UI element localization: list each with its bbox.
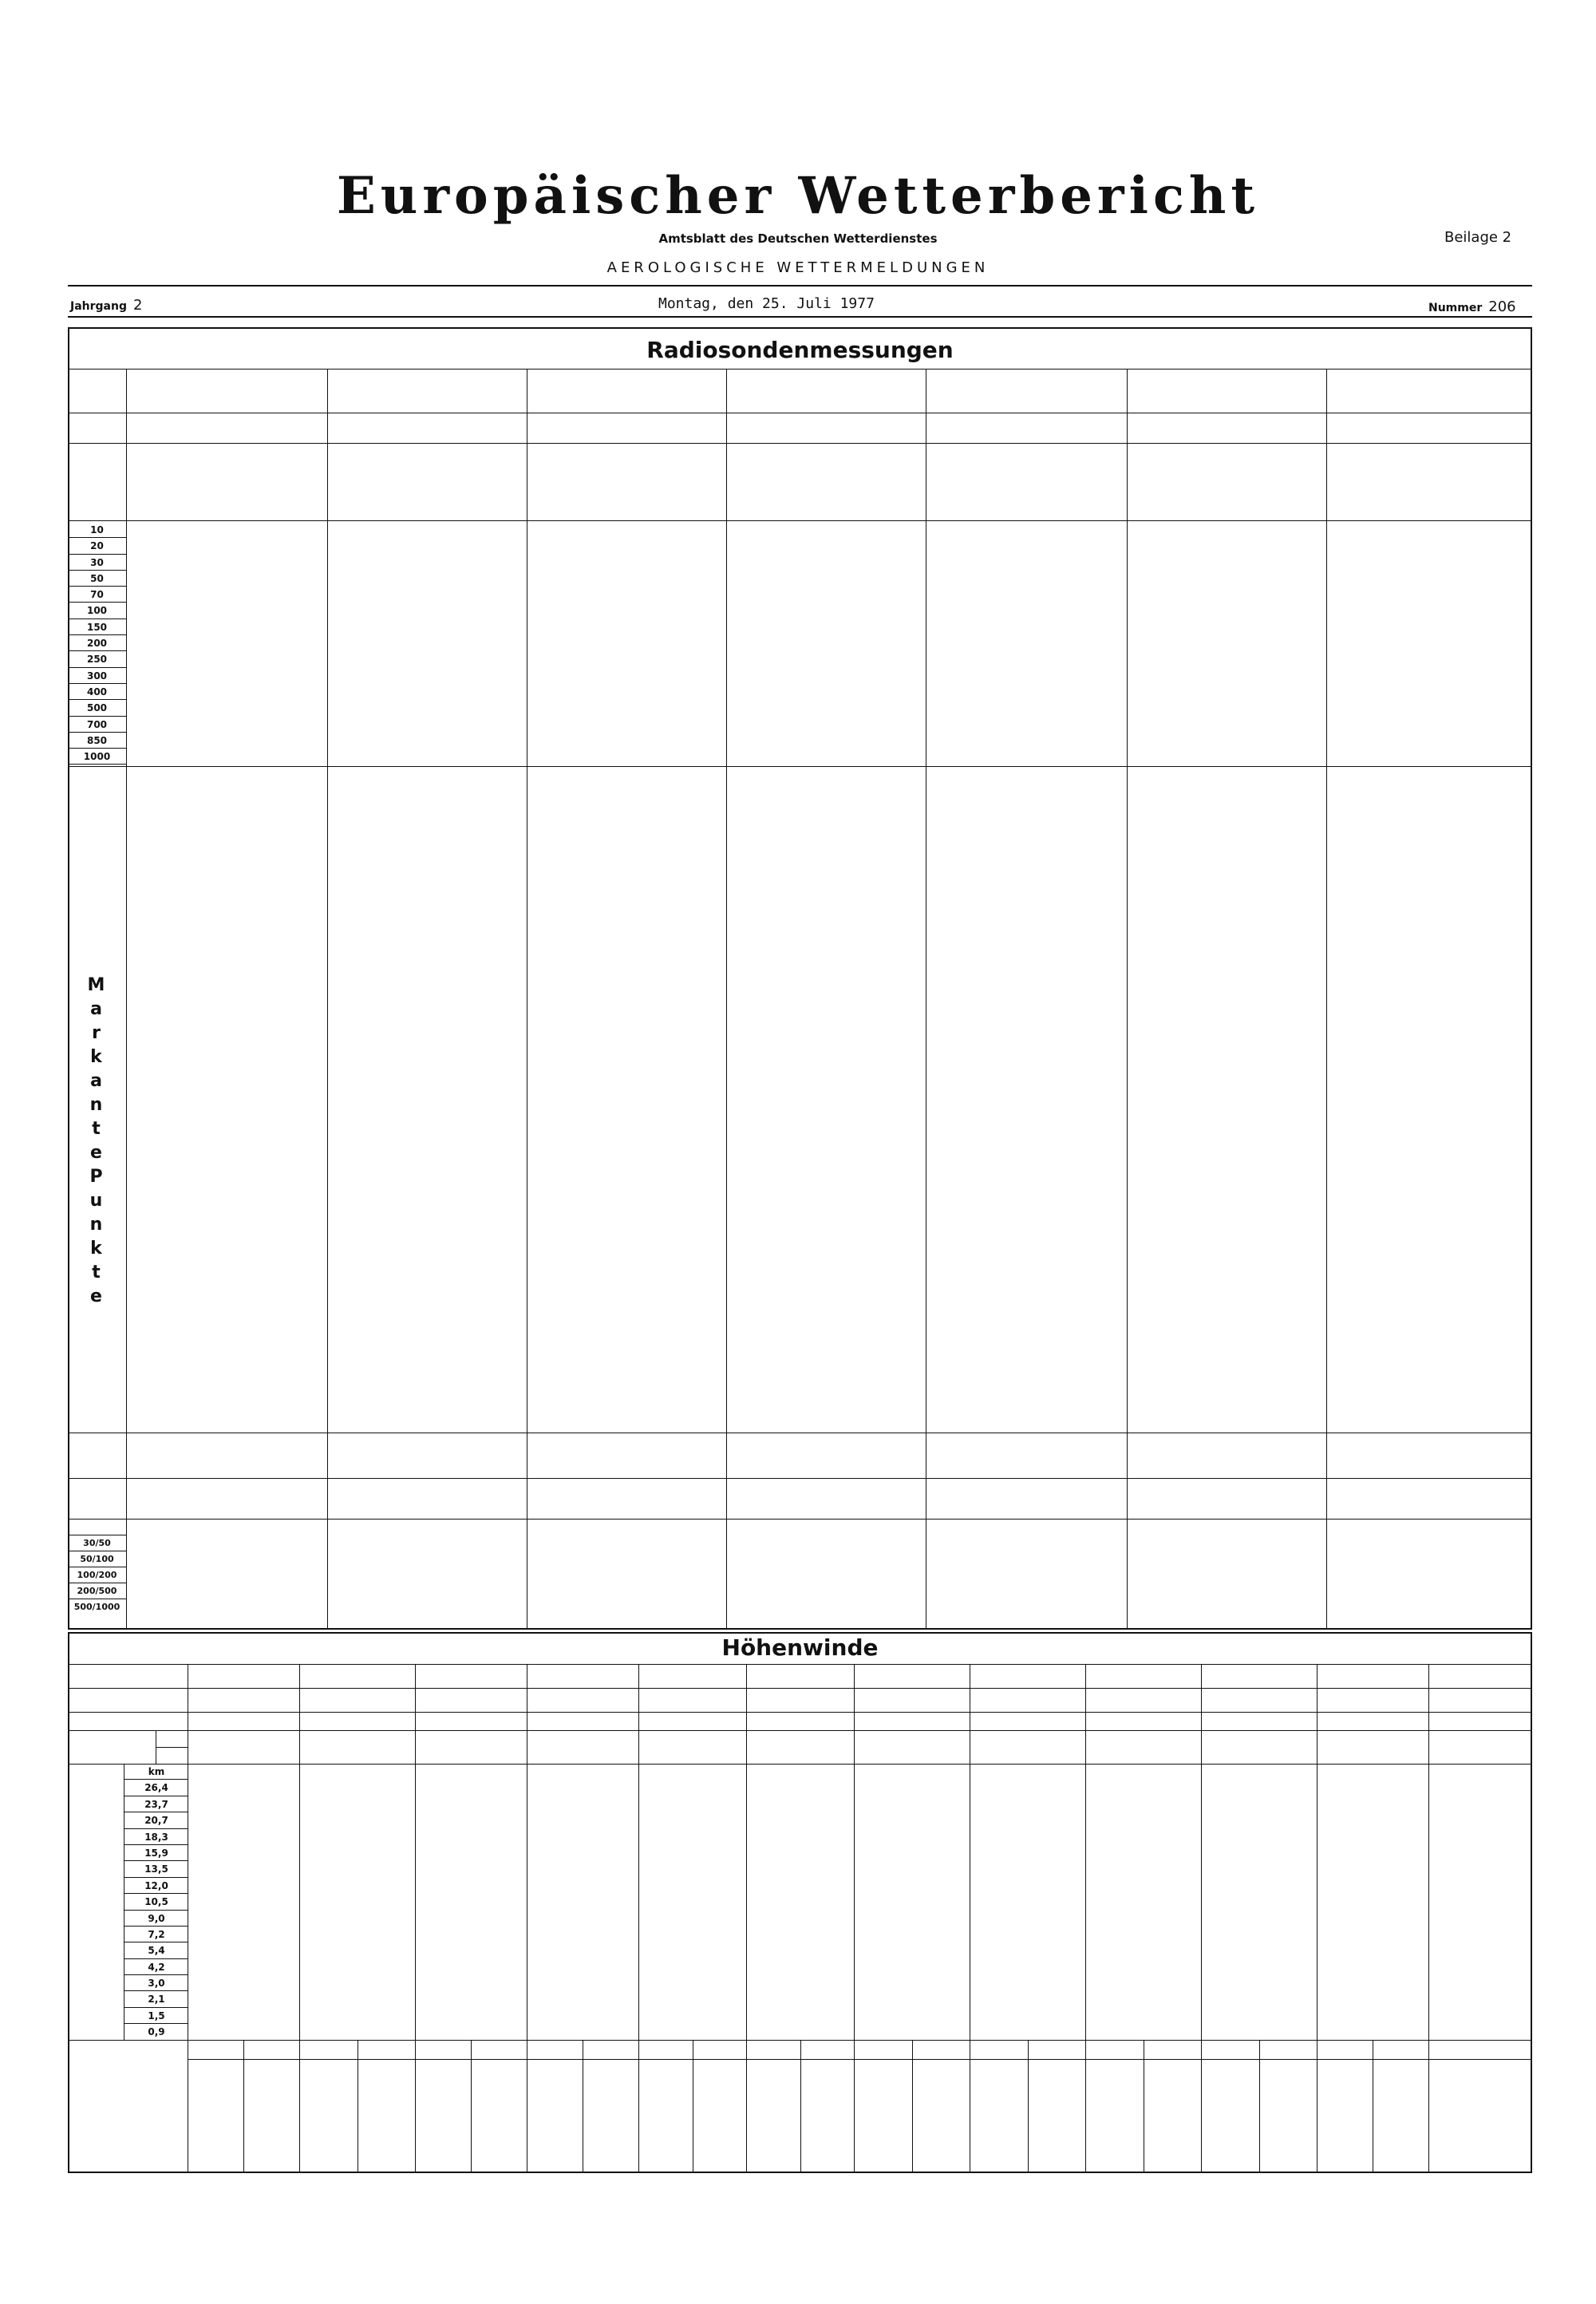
section-title: AEROLOGISCHE WETTERMELDUNGEN	[606, 259, 990, 276]
hw-level: 12,0	[124, 1878, 188, 1894]
maxwind-subcol-rule	[471, 2040, 472, 2173]
maxwind-subcol-rule	[243, 2040, 244, 2173]
maxwind-subcol-rule	[912, 2040, 913, 2173]
shear-layer-label: 200/500	[68, 1583, 126, 1599]
mb-level: 150	[68, 619, 126, 635]
mb-level: 50	[68, 571, 126, 587]
mb-level: 250	[68, 651, 126, 667]
shear-layer-label: 30/50	[68, 1535, 126, 1551]
hoehenwinde-row-rule	[68, 1664, 1532, 1665]
hw-level: 26,4	[124, 1780, 188, 1796]
shear-layer-label: 50/100	[68, 1551, 126, 1567]
mb-level: 20	[68, 538, 126, 554]
jahrgang-label: Jahrgang	[70, 300, 127, 313]
marked-points-label: M a r k a n t e P u n k t e	[87, 975, 107, 1306]
hoehenwinde-row-rule	[68, 1764, 1532, 1765]
hoehenwinde-column-rule	[1428, 1664, 1429, 2173]
hw-level: 10,5	[124, 1894, 188, 1910]
hw-level: 0,9	[124, 2024, 188, 2040]
nummer-label: Nummer	[1428, 302, 1483, 314]
hoehenwinde-column-rule	[854, 1664, 855, 2173]
mb-level: 70	[68, 587, 126, 603]
mb-level: 1000	[68, 749, 126, 765]
hoehenwinde-row-rule	[68, 1730, 1532, 1731]
hoehenwinde-row-rule	[68, 1712, 1532, 1713]
hw-level: 23,7	[124, 1796, 188, 1812]
mb-level: 10	[68, 522, 126, 538]
hoehenwinde-title: Höhenwinde	[721, 1634, 879, 1661]
hw-level: 3,0	[124, 1975, 188, 1991]
hoehenwinde-column-rule	[1201, 1664, 1202, 2173]
hoehenwinde-column-rule	[746, 1664, 747, 2173]
mb-level: 300	[68, 668, 126, 684]
mb-level: 700	[68, 717, 126, 733]
hoehenwinde-row-rule	[68, 1688, 1532, 1689]
maxwind-subcol-rule	[1028, 2040, 1029, 2173]
mb-level: 500	[68, 700, 126, 716]
mb-level: 400	[68, 684, 126, 700]
maxwind-subcol-rule	[800, 2040, 801, 2173]
hw-level: 18,3	[124, 1829, 188, 1845]
maxwind-subcol-rule	[1259, 2040, 1260, 2173]
shear-layer-label: 100/200	[68, 1567, 126, 1583]
hw-level-column	[124, 1764, 188, 2041]
radiosonde-title: Radiosondenmessungen	[646, 337, 954, 363]
shear-layer-label: 500/1000	[68, 1599, 126, 1614]
mb-level: 100	[68, 603, 126, 618]
hw-level: 7,2	[124, 1927, 188, 1942]
hw-level: km	[124, 1764, 188, 1780]
hoehenwinde-column-rule	[299, 1664, 300, 2173]
hoehenwinde-row-rule	[188, 2059, 1532, 2060]
gipfel-divider	[156, 1747, 188, 1748]
mb-level: 850	[68, 733, 126, 749]
nummer-value: 206	[1488, 298, 1516, 315]
jahrgang-value: 2	[132, 297, 143, 314]
page-title: Europäischer Wetterbericht	[337, 166, 1259, 226]
hw-level: 15,9	[124, 1845, 188, 1861]
mb-level: 30	[68, 555, 126, 571]
hw-level: 4,2	[124, 1959, 188, 1975]
hw-level: 5,4	[124, 1942, 188, 1958]
hw-level: 2,1	[124, 1991, 188, 2007]
beilage-label: Beilage 2	[1444, 229, 1512, 246]
hoehenwinde-column-rule	[638, 1664, 639, 2173]
hw-level: 20,7	[124, 1812, 188, 1828]
hoehenwinde-column-rule	[1085, 1664, 1086, 2173]
hw-level: 13,5	[124, 1861, 188, 1877]
mb-level: 200	[68, 635, 126, 651]
hw-level: 9,0	[124, 1911, 188, 1927]
page-subtitle: Amtsblatt des Deutschen Wetterdienstes	[658, 231, 938, 246]
issue-date: Montag, den 25. Juli 1977	[658, 295, 875, 312]
hoehenwinde-column-rule	[415, 1664, 416, 2173]
hw-level: 1,5	[124, 2008, 188, 2024]
